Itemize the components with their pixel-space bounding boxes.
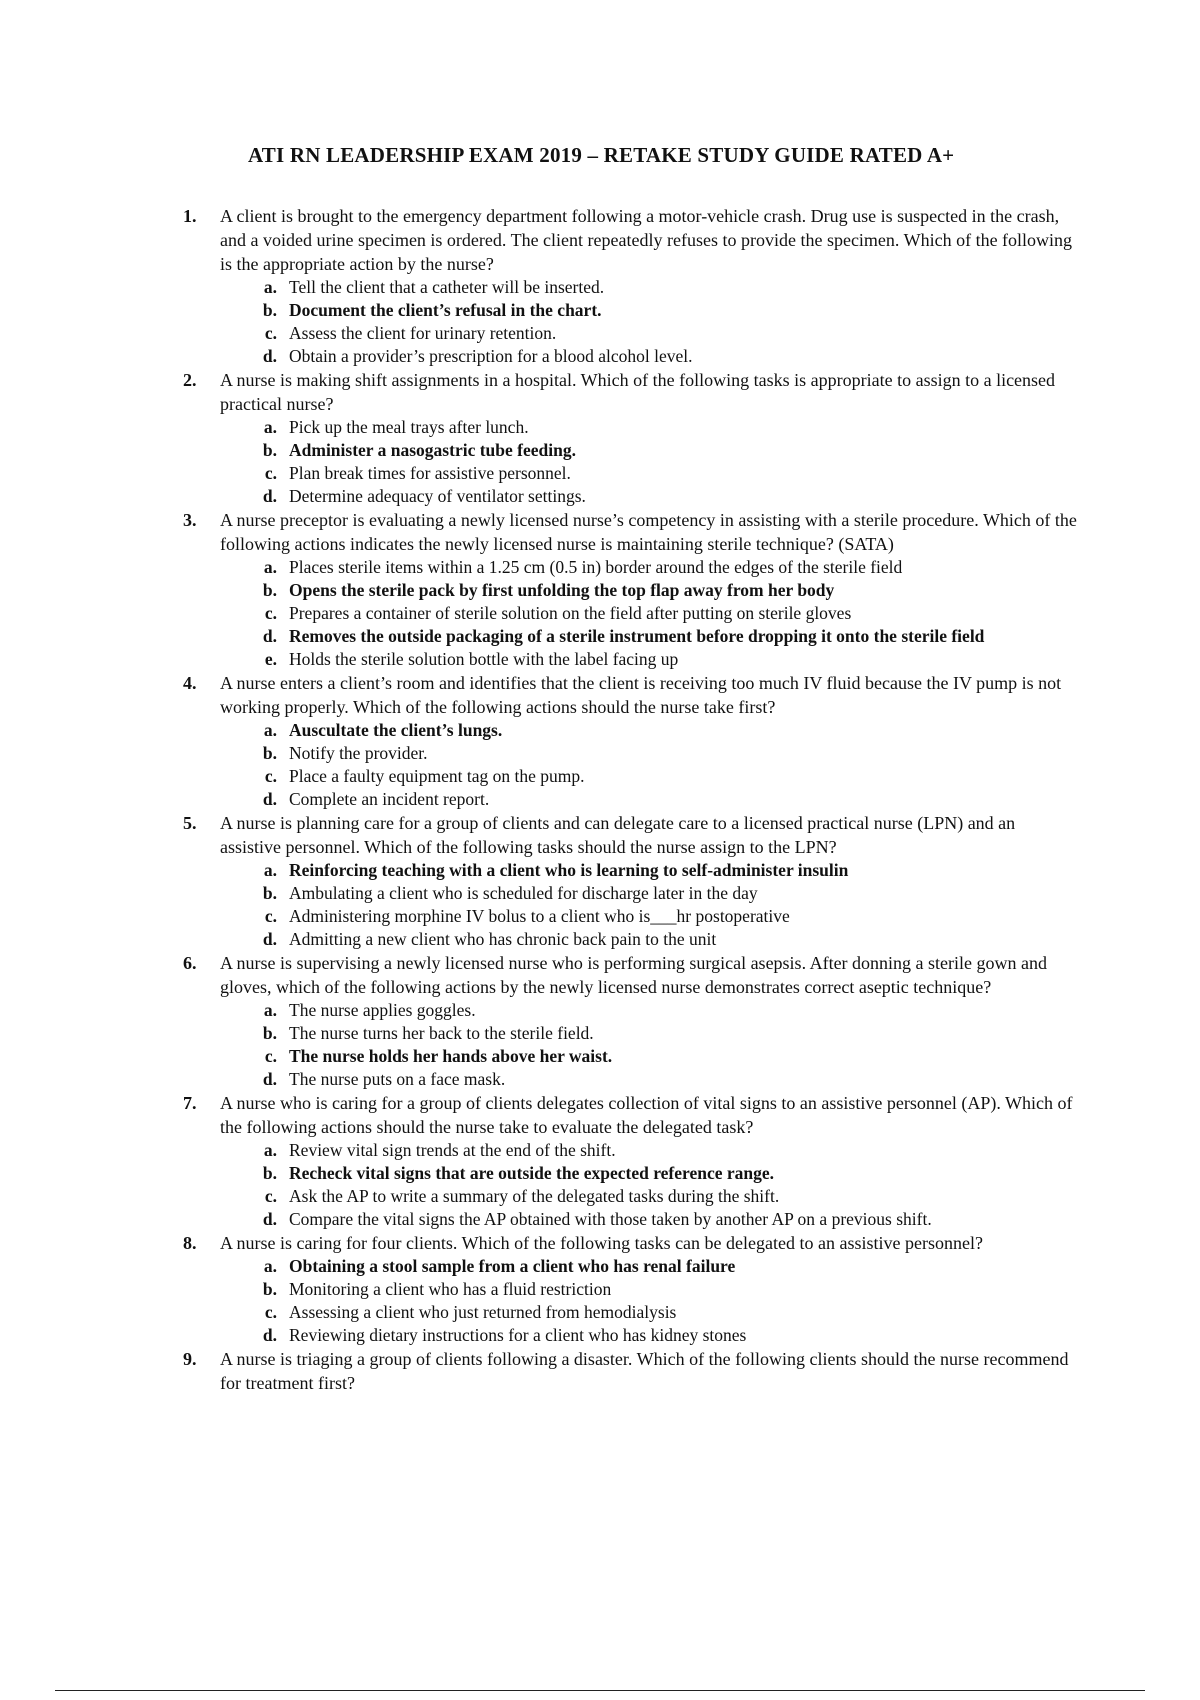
question-9: [175, 1347, 1080, 1395]
question-list: [175, 204, 1080, 1395]
option-text: Ask the AP to write a summary of the delegated tasks during the shift.: [289, 1186, 780, 1206]
question-text: A nurse enters a client’s room and identifies that the client is receiving too much IV fluid because the IV pump is not working properly. Which of the following actions should the nurse take first?: [220, 673, 1062, 717]
option-d: [255, 1068, 1080, 1091]
option-letter: c.: [264, 906, 277, 926]
option-text: Ambulating a client who is scheduled for discharge later in the day: [289, 883, 758, 903]
option-text: Auscultate the client’s lungs.: [289, 720, 503, 740]
option-c: [255, 765, 1080, 788]
option-c: [255, 462, 1080, 485]
question-4: [175, 671, 1080, 811]
option-d: [255, 928, 1080, 951]
option-letter: a.: [263, 860, 277, 880]
option-d: [255, 345, 1080, 368]
option-letter: c.: [264, 463, 277, 483]
option-a: [255, 859, 1080, 882]
question-text: A nurse is caring for four clients. Which of the following tasks can be delegated to an assistive personnel?: [220, 1233, 983, 1253]
option-a: [255, 999, 1080, 1022]
question-3: [175, 508, 1080, 671]
option-a: [255, 1139, 1080, 1162]
option-text: Document the client’s refusal in the chart.: [289, 300, 602, 320]
option-letter: d.: [262, 626, 277, 646]
option-letter: d.: [262, 1209, 277, 1229]
option-list: [220, 719, 1080, 811]
option-text: Administering morphine IV bolus to a client who is___hr postoperative: [289, 906, 790, 926]
option-text: Notify the provider.: [289, 743, 428, 763]
option-list: [220, 276, 1080, 368]
option-letter: b.: [262, 1163, 277, 1183]
question-2: [175, 368, 1080, 508]
option-list: [220, 1139, 1080, 1231]
option-d: [255, 1208, 1080, 1231]
option-letter: d.: [262, 1069, 277, 1089]
option-text: The nurse applies goggles.: [289, 1000, 476, 1020]
option-letter: a.: [263, 1000, 277, 1020]
option-text: Administer a nasogastric tube feeding.: [289, 440, 576, 460]
option-letter: a.: [263, 720, 277, 740]
option-letter: c.: [264, 1302, 277, 1322]
option-text: Removes the outside packaging of a sterile instrument before dropping it onto the sterile field: [289, 626, 985, 646]
option-letter: b.: [262, 883, 277, 903]
option-text: The nurse puts on a face mask.: [289, 1069, 506, 1089]
option-c: [255, 1301, 1080, 1324]
question-1: [175, 204, 1080, 368]
question-text: A client is brought to the emergency department following a motor-vehicle crash. Drug use is suspected in the crash, and a voided urine specimen is ordered. The client repeatedly refuses to provide the specimen. Which of the following is the appropriate action by the nurse?: [220, 206, 1073, 274]
option-c: [255, 602, 1080, 625]
option-letter: c.: [264, 323, 277, 343]
question-8: [175, 1231, 1080, 1347]
option-letter: c.: [264, 766, 277, 786]
option-text: Review vital sign trends at the end of the shift.: [289, 1140, 616, 1160]
option-letter: d.: [262, 486, 277, 506]
question-number: 6.: [183, 953, 197, 973]
option-c: [255, 322, 1080, 345]
option-a: [255, 719, 1080, 742]
question-text: A nurse is supervising a newly licensed nurse who is performing surgical asepsis. After donning a sterile gown and gloves, which of the following actions by the newly licensed nurse demonstrates correct aseptic technique?: [220, 953, 1048, 997]
option-a: [255, 1255, 1080, 1278]
option-letter: d.: [262, 346, 277, 366]
option-letter: c.: [264, 1186, 277, 1206]
option-text: Compare the vital signs the AP obtained with those taken by another AP on a previous shift.: [289, 1209, 932, 1229]
option-letter: a.: [263, 277, 277, 297]
option-text: The nurse holds her hands above her waist.: [289, 1046, 613, 1066]
option-c: [255, 1045, 1080, 1068]
option-letter: b.: [262, 300, 277, 320]
question-number: 7.: [183, 1093, 197, 1113]
option-letter: b.: [262, 580, 277, 600]
option-b: [255, 1278, 1080, 1301]
option-text: Plan break times for assistive personnel.: [289, 463, 571, 483]
question-6: [175, 951, 1080, 1091]
option-text: Holds the sterile solution bottle with the label facing up: [289, 649, 679, 669]
option-letter: c.: [264, 603, 277, 623]
option-text: Places sterile items within a 1.25 cm (0.5 in) border around the edges of the sterile field: [289, 557, 903, 577]
option-text: Tell the client that a catheter will be inserted.: [289, 277, 605, 297]
option-b: [255, 439, 1080, 462]
option-list: [220, 999, 1080, 1091]
option-b: [255, 1022, 1080, 1045]
option-letter: d.: [262, 929, 277, 949]
option-letter: b.: [262, 440, 277, 460]
option-letter: a.: [263, 1140, 277, 1160]
page-divider: [55, 1690, 1145, 1691]
option-letter: a.: [263, 557, 277, 577]
question-number: 8.: [183, 1233, 197, 1253]
option-text: Reinforcing teaching with a client who is learning to self-administer insulin: [289, 860, 849, 880]
question-5: [175, 811, 1080, 951]
option-text: Obtaining a stool sample from a client who has renal failure: [289, 1256, 736, 1276]
option-text: Recheck vital signs that are outside the expected reference range.: [289, 1163, 775, 1183]
option-letter: b.: [262, 1279, 277, 1299]
question-number: 3.: [183, 510, 197, 530]
option-d: [255, 625, 1080, 648]
question-text: A nurse is planning care for a group of clients and can delegate care to a licensed practical nurse (LPN) and an assistive personnel. Which of the following tasks should the nurse assign to the LPN?: [220, 813, 1016, 857]
question-number: 2.: [183, 370, 197, 390]
option-text: Assessing a client who just returned from hemodialysis: [289, 1302, 677, 1322]
option-text: Admitting a new client who has chronic back pain to the unit: [289, 929, 717, 949]
option-c: [255, 905, 1080, 928]
option-list: [220, 556, 1080, 671]
option-letter: c.: [264, 1046, 277, 1066]
option-letter: b.: [262, 743, 277, 763]
option-text: Obtain a provider’s prescription for a blood alcohol level.: [289, 346, 693, 366]
option-b: [255, 1162, 1080, 1185]
question-number: 4.: [183, 673, 197, 693]
option-d: [255, 788, 1080, 811]
option-list: [220, 1255, 1080, 1347]
option-c: [255, 1185, 1080, 1208]
question-number: 9.: [183, 1349, 197, 1369]
option-b: [255, 882, 1080, 905]
option-a: [255, 556, 1080, 579]
option-b: [255, 742, 1080, 765]
document-title: ATI RN LEADERSHIP EXAM 2019 – RETAKE STUDY GUIDE RATED A+: [248, 143, 955, 167]
option-text: Pick up the meal trays after lunch.: [289, 417, 529, 437]
option-letter: a.: [263, 1256, 277, 1276]
question-text: A nurse preceptor is evaluating a newly licensed nurse’s competency in assisting with a sterile procedure. Which of the following actions indicates the newly licensed nurse is maintaining sterile technique? (SATA): [220, 510, 1077, 554]
option-a: [255, 416, 1080, 439]
option-letter: b.: [262, 1023, 277, 1043]
option-d: [255, 1324, 1080, 1347]
option-text: Assess the client for urinary retention.: [289, 323, 557, 343]
option-text: Opens the sterile pack by first unfolding the top flap away from her body: [289, 580, 835, 600]
option-a: [255, 276, 1080, 299]
option-list: [220, 416, 1080, 508]
option-text: Reviewing dietary instructions for a client who has kidney stones: [289, 1325, 747, 1345]
option-text: Complete an incident report.: [289, 789, 490, 809]
option-letter: e.: [264, 649, 277, 669]
question-number: 5.: [183, 813, 197, 833]
question-7: [175, 1091, 1080, 1231]
option-text: Place a faulty equipment tag on the pump.: [289, 766, 585, 786]
option-b: [255, 579, 1080, 602]
option-letter: d.: [262, 789, 277, 809]
option-text: The nurse turns her back to the sterile field.: [289, 1023, 594, 1043]
question-number: 1.: [183, 206, 197, 226]
option-text: Monitoring a client who has a fluid restriction: [289, 1279, 612, 1299]
option-list: [220, 859, 1080, 951]
option-letter: a.: [263, 417, 277, 437]
option-text: Determine adequacy of ventilator settings.: [289, 486, 586, 506]
question-text: A nurse is making shift assignments in a hospital. Which of the following tasks is appropriate to assign to a licensed practical nurse?: [220, 370, 1056, 414]
option-b: [255, 299, 1080, 322]
question-text: A nurse is triaging a group of clients following a disaster. Which of the following clients should the nurse recommend for treatment first?: [220, 1349, 1069, 1393]
option-letter: d.: [262, 1325, 277, 1345]
option-e: [255, 648, 1080, 671]
option-text: Prepares a container of sterile solution on the field after putting on sterile gloves: [289, 603, 852, 623]
option-d: [255, 485, 1080, 508]
question-text: A nurse who is caring for a group of clients delegates collection of vital signs to an assistive personnel (AP). Which of the following actions should the nurse take to evaluate the delegated task?: [220, 1093, 1073, 1137]
